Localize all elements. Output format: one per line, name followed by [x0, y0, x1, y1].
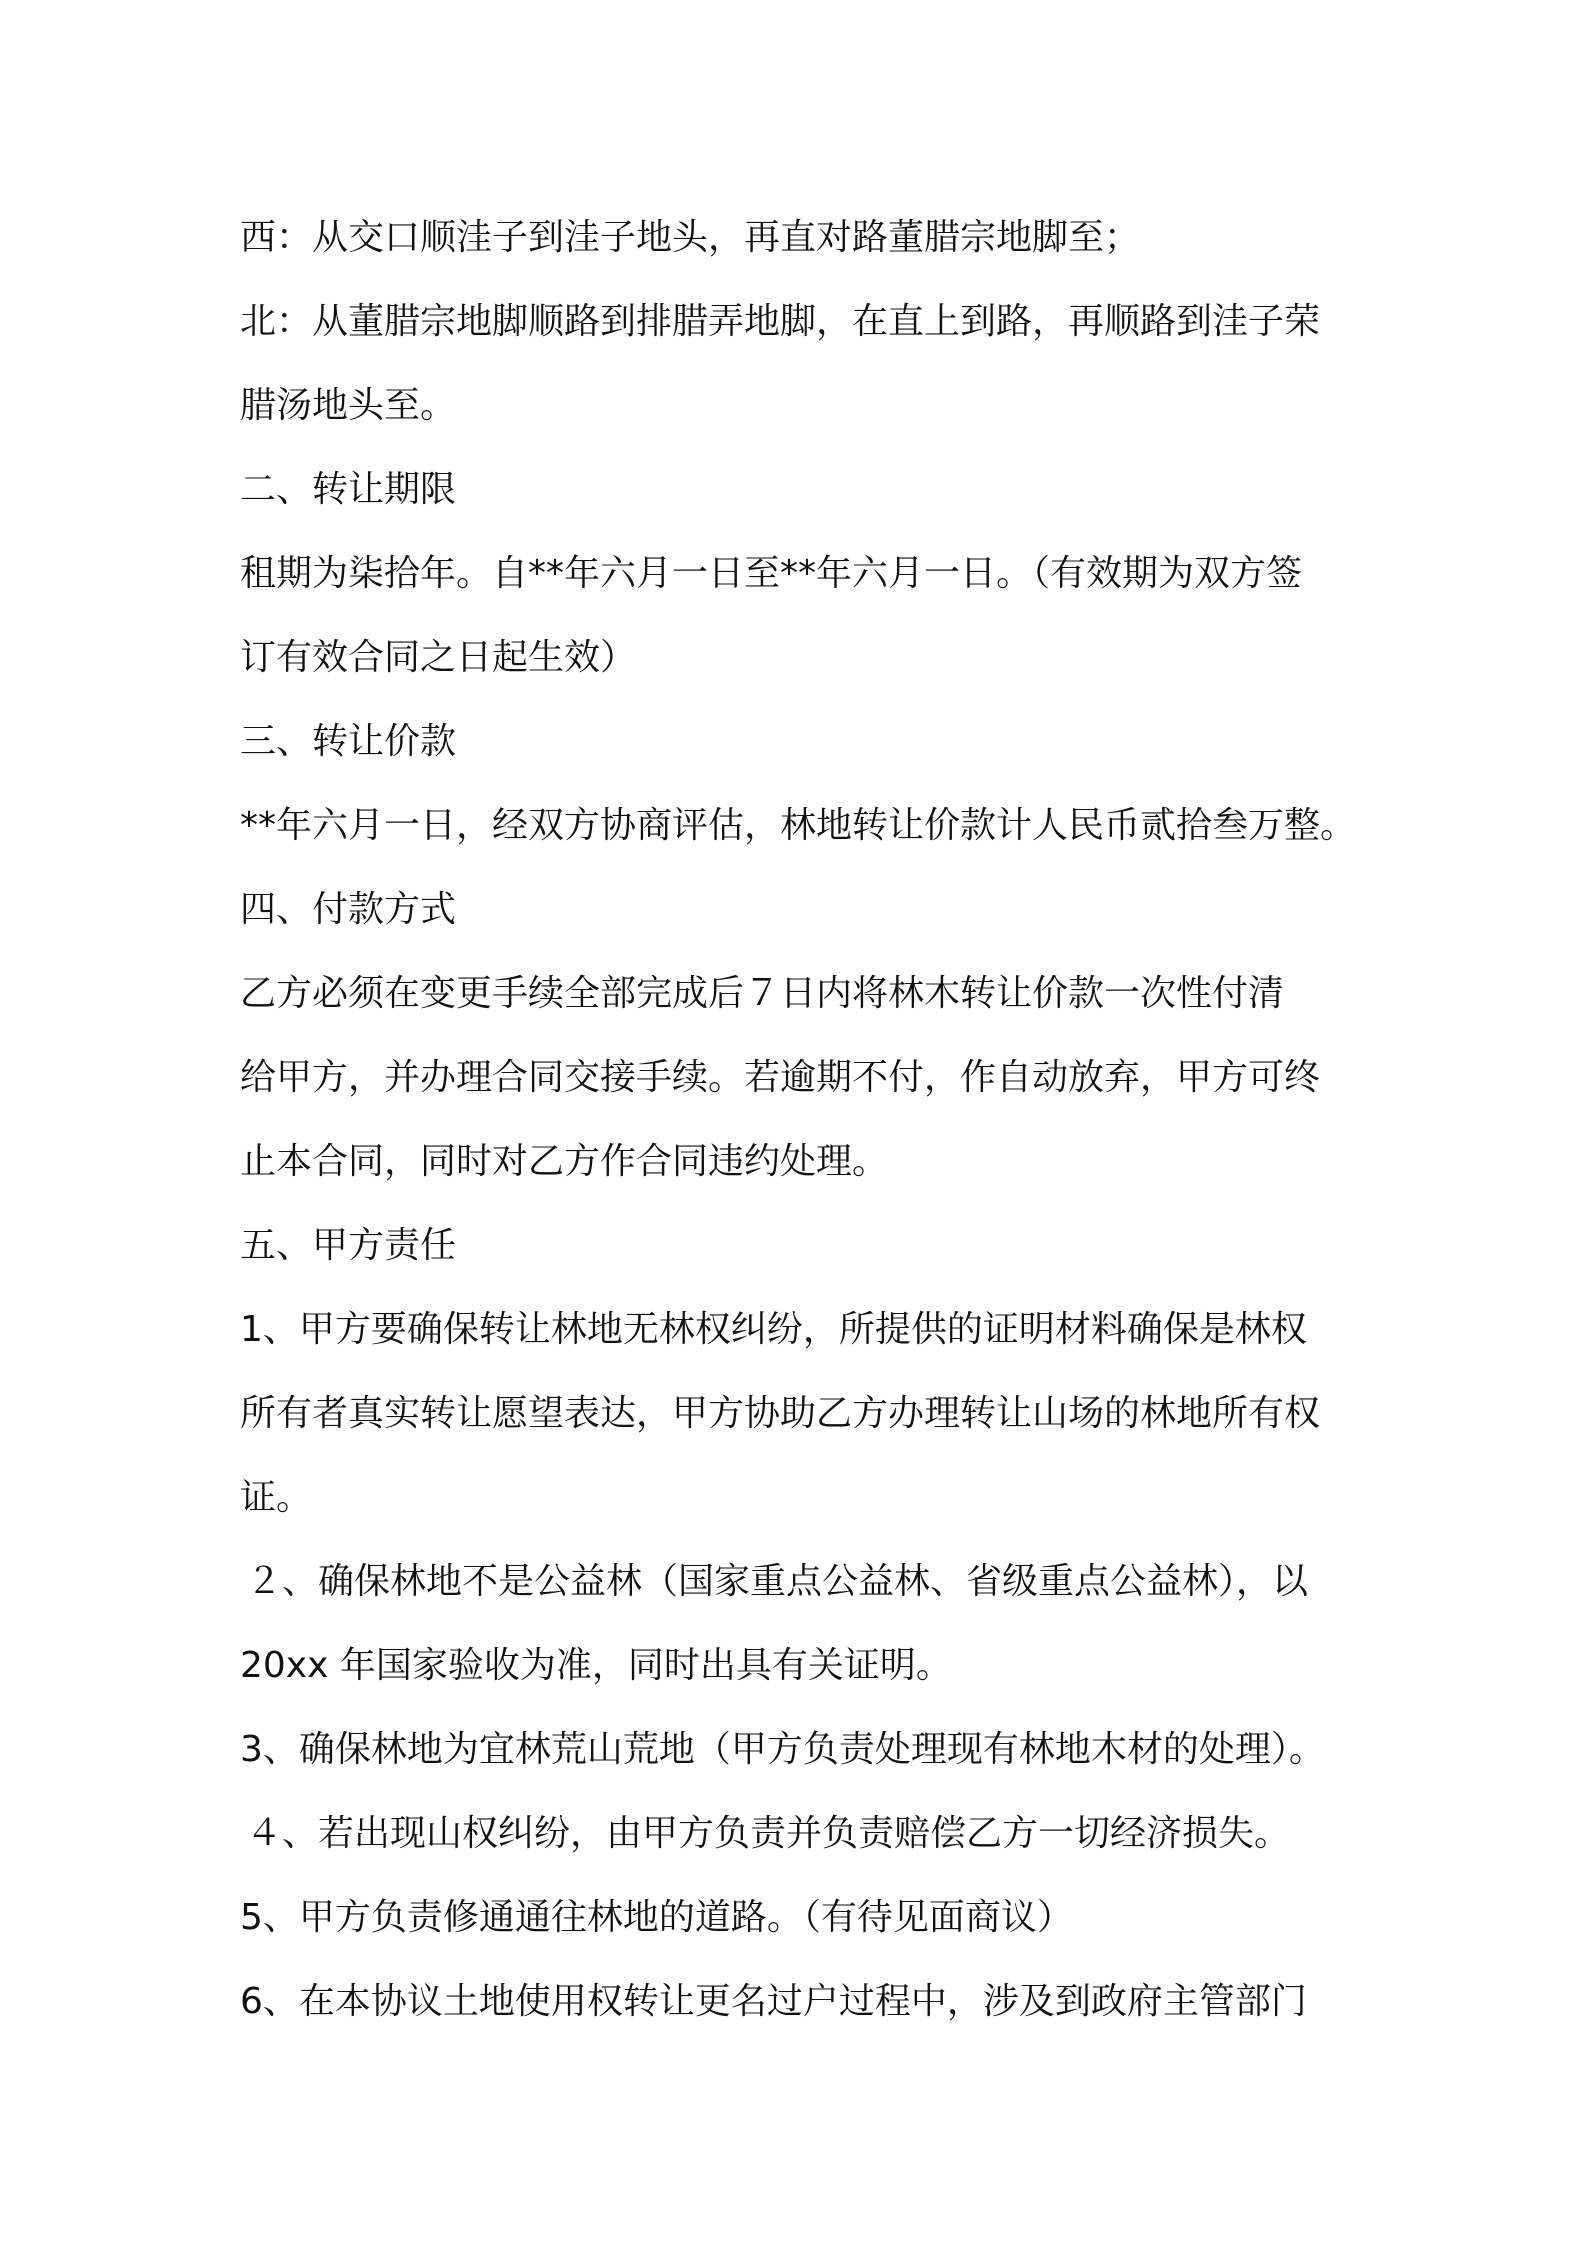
- text-line: 1、甲方要确保转让林地无林权纠纷，所提供的证明材料确保是林权: [240, 1309, 1307, 1350]
- section-heading: 五、甲方责任: [240, 1225, 457, 1266]
- text-line: **年六月一日，经双方协商评估，林地转让价款计人民币贰拾叁万整。: [240, 805, 1357, 846]
- text-line: 所有者真实转让愿望表达，甲方协助乙方办理转让山场的林地所有权: [240, 1393, 1321, 1434]
- document-body: [240, 196, 1360, 2044]
- text-line: 乙方必须在变更手续全部完成后７日内将林木转让价款一次性付清: [240, 973, 1285, 1014]
- text-line: 北：从董腊宗地脚顺路到排腊弄地脚，在直上到路，再顺路到洼子荣: [240, 301, 1321, 342]
- text-line: 6、在本协议土地使用权转让更名过户过程中，涉及到政府主管部门: [240, 1981, 1307, 2022]
- text-line: 20xx 年国家验收为准，同时出具有关证明。: [240, 1645, 952, 1686]
- text-line: 证。: [240, 1477, 313, 1518]
- section-heading: 二、转让期限: [240, 469, 457, 510]
- text-line: 西：从交口顺洼子到洼子地头，再直对路董腊宗地脚至；: [240, 217, 1141, 258]
- text-line: 给甲方，并办理合同交接手续。若逾期不付，作自动放弃，甲方可终: [240, 1057, 1321, 1098]
- text-line: 5、甲方负责修通通往林地的道路。（有待见面商议）: [240, 1897, 1073, 1938]
- text-line: 3、确保林地为宜林荒山荒地（甲方负责处理现有林地木材的处理）。: [240, 1729, 1325, 1770]
- text-line: 止本合同，同时对乙方作合同违约处理。: [240, 1141, 889, 1182]
- text-line: 租期为柒拾年。自**年六月一日至**年六月一日。（有效期为双方签: [240, 553, 1303, 594]
- text-line: 腊汤地头至。: [240, 385, 457, 426]
- section-heading: 四、付款方式: [240, 889, 457, 930]
- text-line: 订有效合同之日起生效）: [240, 637, 637, 678]
- text-line: ２、确保林地不是公益林（国家重点公益林、省级重点公益林），以: [246, 1561, 1309, 1602]
- text-line: ４、若出现山权纠纷，由甲方负责并负责赔偿乙方一切经济损失。: [246, 1813, 1291, 1854]
- section-heading: 三、转让价款: [240, 721, 457, 762]
